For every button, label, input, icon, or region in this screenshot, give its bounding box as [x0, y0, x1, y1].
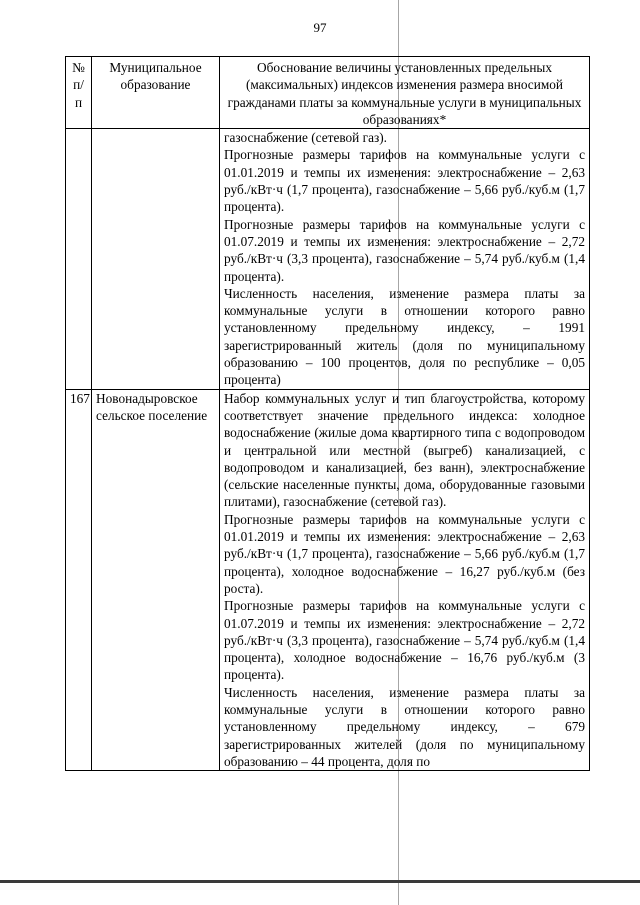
row-justification	[220, 129, 590, 389]
page-number: 97	[313, 20, 327, 35]
index-justification-table	[65, 56, 590, 771]
header-municipality: Муниципальное образование	[92, 57, 220, 129]
justification-paragraph: Набор коммунальных услуг и тип благоустройства, которому соответствует значение предельного индекса: холодное водоснабжение (жилые дома квартирного типа с водопроводом и центральной или местной (выгреб) канализацией, с водопроводом и канализацией, без ванн), электроснабжение (сельские населенные пункты, дома, оборудованные газовыми плитами), газоснабжение (сетевой газ).	[224, 390, 585, 510]
justification-paragraph: Прогнозные размеры тарифов на коммунальные услуги с 01.01.2019 и темпы их изменения: электроснабжение – 2,63 руб./кВт·ч (1,7 процента), газоснабжение – 5,66 руб./куб.м (1,7 процента).	[224, 147, 585, 215]
row-num	[66, 129, 92, 389]
row-municipality: Новонадыровское сельское поселение	[92, 389, 220, 771]
justification-paragraph: Прогнозные размеры тарифов на коммунальные услуги с 01.01.2019 и темпы их изменения: электроснабжение – 2,63 руб./кВт·ч (1,7 процента), газоснабжение – 5,66 руб./куб.м (1,7 процента), холодное водоснабжение – 16,27 руб./куб.м (без роста).	[224, 511, 585, 596]
justification-paragraph: Прогнозные размеры тарифов на коммунальные услуги с 01.07.2019 и темпы их изменения: электроснабжение – 2,72 руб./кВт·ч (3,3 процента), газоснабжение – 5,74 руб./куб.м (1,4 процента).	[224, 216, 585, 284]
scan-fold-line	[398, 0, 399, 905]
row-justification	[220, 389, 590, 771]
justification-paragraph: газоснабжение (сетевой газ).	[224, 130, 387, 146]
header-justification: Обоснование величины установленных предельных (максимальных) индексов изменения размера вносимой гражданами платы за коммунальные услуги в муниципальных образованиях*	[220, 57, 590, 129]
row-municipality	[92, 129, 220, 389]
table-row	[66, 129, 590, 389]
table-header-row	[66, 57, 590, 129]
row-num: 167	[66, 389, 92, 771]
justification-paragraph: Численность населения, изменение размера платы за коммунальные услуги в отношении которого равно установленному предельному индексу, – 679 зарегистрированных жителей (доля по муниципальному образованию – 44 процента, доля по	[224, 684, 585, 769]
justification-paragraph: Прогнозные размеры тарифов на коммунальные услуги с 01.07.2019 и темпы их изменения: электроснабжение – 2,72 руб./кВт·ч (3,3 процента), газоснабжение – 5,74 руб./куб.м (1,4 процента), холодное водоснабжение – 16,76 руб./куб.м (3 процента).	[224, 598, 585, 683]
justification-paragraph: Численность населения, изменение размера платы за коммунальные услуги в отношении которого равно установленному предельному индексу, – 1991 зарегистрированный житель (доля по муниципальному образованию – 100 процентов, доля по республике – 0,05 процента)	[224, 285, 585, 388]
table-row	[66, 389, 590, 771]
scan-bottom-edge	[0, 880, 640, 883]
header-num: № п/п	[66, 57, 92, 129]
